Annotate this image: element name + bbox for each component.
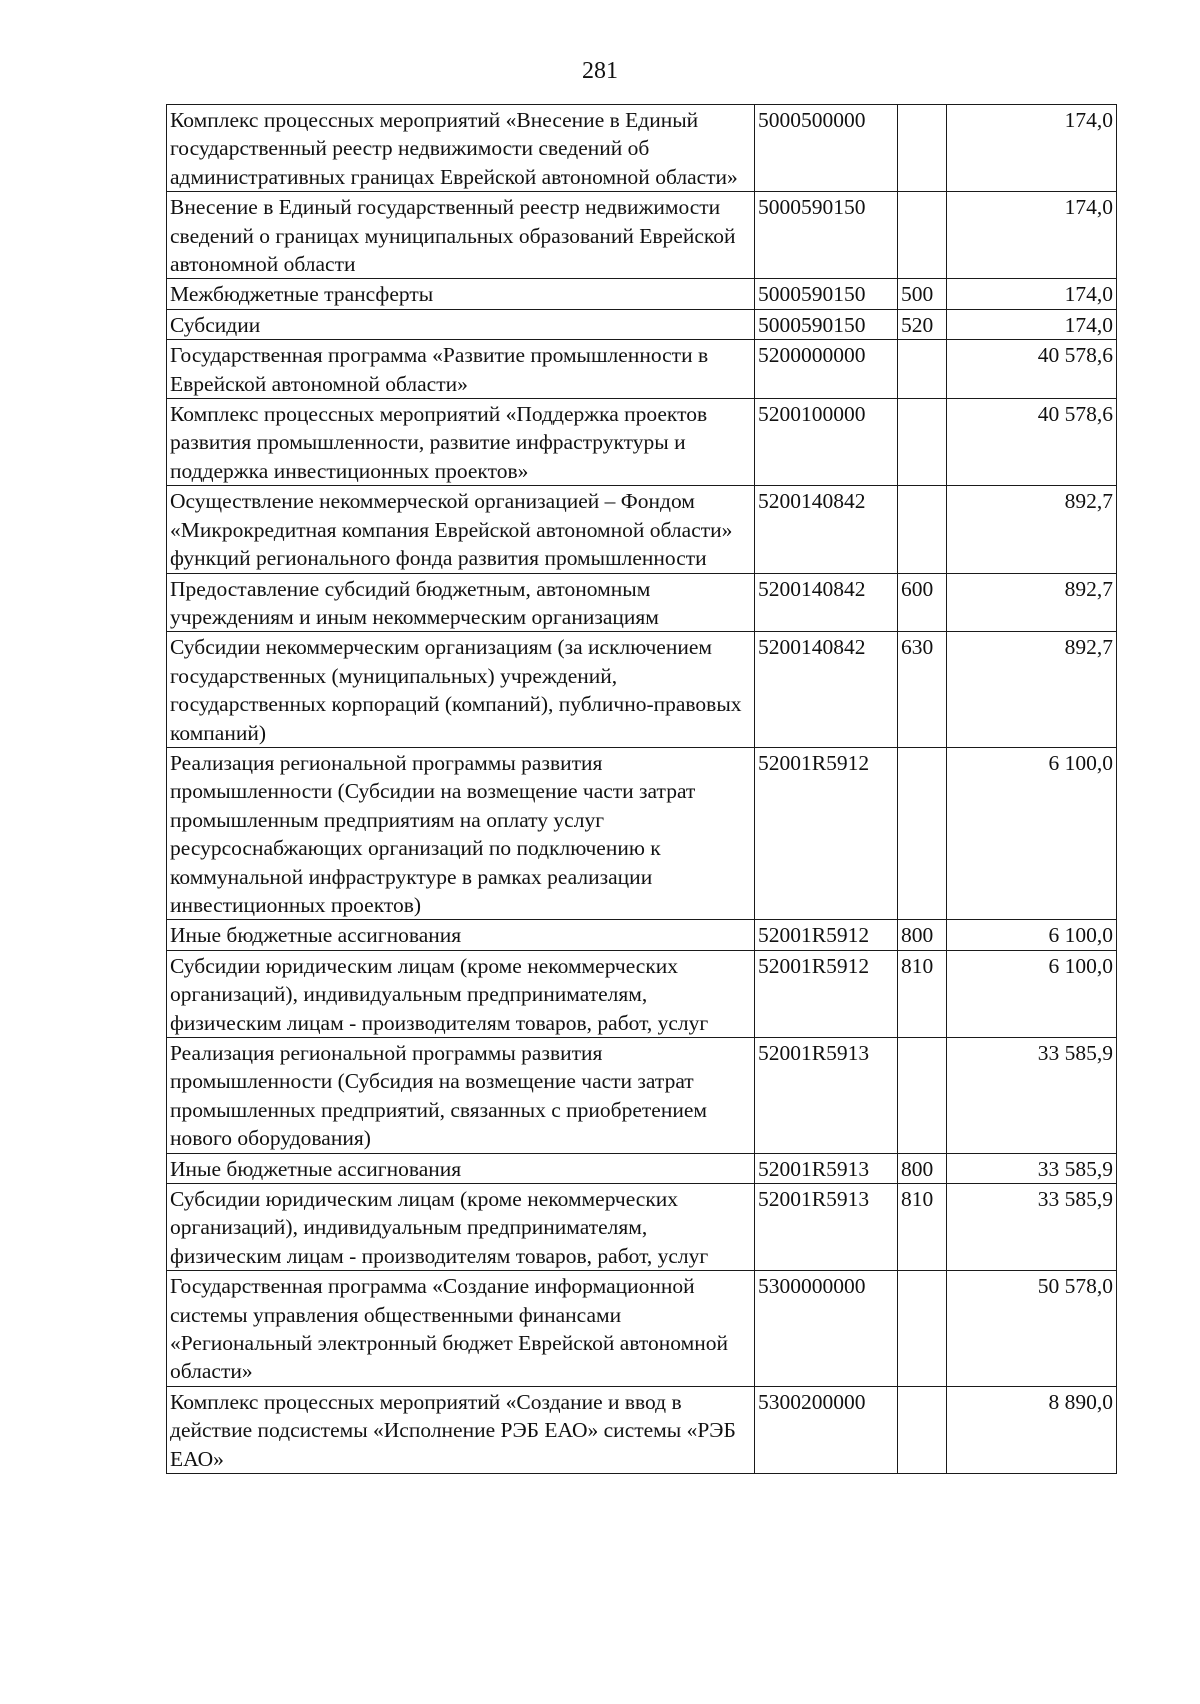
row-name-cell: Комплекс процессных мероприятий «Внесение в Единый государственный реестр недвижимости сведений об административных границах Еврейской автономной области» xyxy=(167,105,755,192)
row-name-cell: Государственная программа «Создание информационной системы управления общественными финансами «Региональный электронный бюджет Еврейской автономной области» xyxy=(167,1271,755,1387)
table-row xyxy=(167,1184,1117,1271)
row-amount-cell: 33 585,9 xyxy=(947,1184,1117,1271)
row-target-article-cell: 52001R5913 xyxy=(755,1153,898,1183)
row-name-cell: Субсидии юридическим лицам (кроме некоммерческих организаций), индивидуальным предпринимателям, физическим лицам - производителям товаров, работ, услуг xyxy=(167,1184,755,1271)
table-row xyxy=(167,573,1117,632)
row-expense-type-cell xyxy=(898,1386,947,1473)
row-target-article-cell: 5200100000 xyxy=(755,399,898,486)
row-name-cell: Субсидии некоммерческим организациям (за исключением государственных (муниципальных) учреждений, государственных корпораций (компаний), публично-правовых компаний) xyxy=(167,632,755,748)
row-amount-cell: 50 578,0 xyxy=(947,1271,1117,1387)
row-amount-cell: 33 585,9 xyxy=(947,1153,1117,1183)
row-name-cell: Межбюджетные трансферты xyxy=(167,279,755,309)
row-target-article-cell: 5300000000 xyxy=(755,1271,898,1387)
table-row xyxy=(167,279,1117,309)
row-target-article-cell: 5000590150 xyxy=(755,309,898,339)
page-number: 281 xyxy=(582,58,618,84)
row-expense-type-cell xyxy=(898,105,947,192)
row-name-cell: Осуществление некоммерческой организацией – Фондом «Микрокредитная компания Еврейской автономной области» функций регионального фонда развития промышленности xyxy=(167,486,755,573)
budget-table-body xyxy=(167,105,1117,1474)
row-amount-cell: 174,0 xyxy=(947,192,1117,279)
row-name-cell: Государственная программа «Развитие промышленности в Еврейской автономной области» xyxy=(167,340,755,399)
table-row xyxy=(167,1271,1117,1387)
table-row xyxy=(167,486,1117,573)
row-target-article-cell: 52001R5913 xyxy=(755,1184,898,1271)
row-name-cell: Внесение в Единый государственный реестр недвижимости сведений о границах муниципальных образований Еврейской автономной области xyxy=(167,192,755,279)
row-expense-type-cell xyxy=(898,747,947,919)
row-amount-cell: 892,7 xyxy=(947,632,1117,748)
row-expense-type-cell xyxy=(898,399,947,486)
row-target-article-cell: 5200140842 xyxy=(755,632,898,748)
row-amount-cell: 174,0 xyxy=(947,105,1117,192)
table-row xyxy=(167,192,1117,279)
row-target-article-cell: 52001R5912 xyxy=(755,920,898,950)
row-expense-type-cell: 520 xyxy=(898,309,947,339)
table-row xyxy=(167,1153,1117,1183)
row-name-cell: Комплекс процессных мероприятий «Поддержка проектов развития промышленности, развитие инфраструктуры и поддержка инвестиционных проектов» xyxy=(167,399,755,486)
row-target-article-cell: 5300200000 xyxy=(755,1386,898,1473)
row-amount-cell: 33 585,9 xyxy=(947,1038,1117,1154)
row-name-cell: Иные бюджетные ассигнования xyxy=(167,1153,755,1183)
row-expense-type-cell: 810 xyxy=(898,1184,947,1271)
row-target-article-cell: 5000590150 xyxy=(755,192,898,279)
row-amount-cell: 40 578,6 xyxy=(947,399,1117,486)
row-expense-type-cell xyxy=(898,1271,947,1387)
row-target-article-cell: 5000590150 xyxy=(755,279,898,309)
row-expense-type-cell xyxy=(898,486,947,573)
row-amount-cell: 40 578,6 xyxy=(947,340,1117,399)
row-expense-type-cell xyxy=(898,192,947,279)
row-amount-cell: 892,7 xyxy=(947,486,1117,573)
row-target-article-cell: 5000500000 xyxy=(755,105,898,192)
table-row xyxy=(167,399,1117,486)
table-row xyxy=(167,105,1117,192)
row-expense-type-cell: 810 xyxy=(898,950,947,1037)
row-name-cell: Иные бюджетные ассигнования xyxy=(167,920,755,950)
row-target-article-cell: 5200140842 xyxy=(755,573,898,632)
row-target-article-cell: 52001R5912 xyxy=(755,747,898,919)
budget-table xyxy=(166,104,1117,1474)
row-expense-type-cell xyxy=(898,340,947,399)
table-row xyxy=(167,950,1117,1037)
table-row xyxy=(167,309,1117,339)
table-row xyxy=(167,747,1117,919)
table-row xyxy=(167,1038,1117,1154)
row-expense-type-cell: 600 xyxy=(898,573,947,632)
row-name-cell: Субсидии xyxy=(167,309,755,339)
row-amount-cell: 6 100,0 xyxy=(947,950,1117,1037)
row-target-article-cell: 5200000000 xyxy=(755,340,898,399)
table-row xyxy=(167,1386,1117,1473)
row-target-article-cell: 5200140842 xyxy=(755,486,898,573)
row-name-cell: Реализация региональной программы развития промышленности (Субсидии на возмещение части затрат промышленным предприятиям на оплату услуг ресурсоснабжающих организаций по подключению к коммунальной инфраструктуре в рамках реализации инвестиционных проектов) xyxy=(167,747,755,919)
row-name-cell: Субсидии юридическим лицам (кроме некоммерческих организаций), индивидуальным предпринимателям, физическим лицам - производителям товаров, работ, услуг xyxy=(167,950,755,1037)
row-expense-type-cell: 800 xyxy=(898,1153,947,1183)
table-row xyxy=(167,920,1117,950)
row-expense-type-cell: 630 xyxy=(898,632,947,748)
row-name-cell: Предоставление субсидий бюджетным, автономным учреждениям и иным некоммерческим организациям xyxy=(167,573,755,632)
row-target-article-cell: 52001R5912 xyxy=(755,950,898,1037)
row-expense-type-cell xyxy=(898,1038,947,1154)
row-amount-cell: 892,7 xyxy=(947,573,1117,632)
row-name-cell: Комплекс процессных мероприятий «Создание и ввод в действие подсистемы «Исполнение РЭБ ЕАО» системы «РЭБ ЕАО» xyxy=(167,1386,755,1473)
row-target-article-cell: 52001R5913 xyxy=(755,1038,898,1154)
row-name-cell: Реализация региональной программы развития промышленности (Субсидия на возмещение части затрат промышленных предприятий, связанных с приобретением нового оборудования) xyxy=(167,1038,755,1154)
table-row xyxy=(167,632,1117,748)
row-amount-cell: 6 100,0 xyxy=(947,920,1117,950)
row-amount-cell: 8 890,0 xyxy=(947,1386,1117,1473)
table-row xyxy=(167,340,1117,399)
row-expense-type-cell: 800 xyxy=(898,920,947,950)
row-amount-cell: 174,0 xyxy=(947,309,1117,339)
row-amount-cell: 6 100,0 xyxy=(947,747,1117,919)
row-expense-type-cell: 500 xyxy=(898,279,947,309)
row-amount-cell: 174,0 xyxy=(947,279,1117,309)
